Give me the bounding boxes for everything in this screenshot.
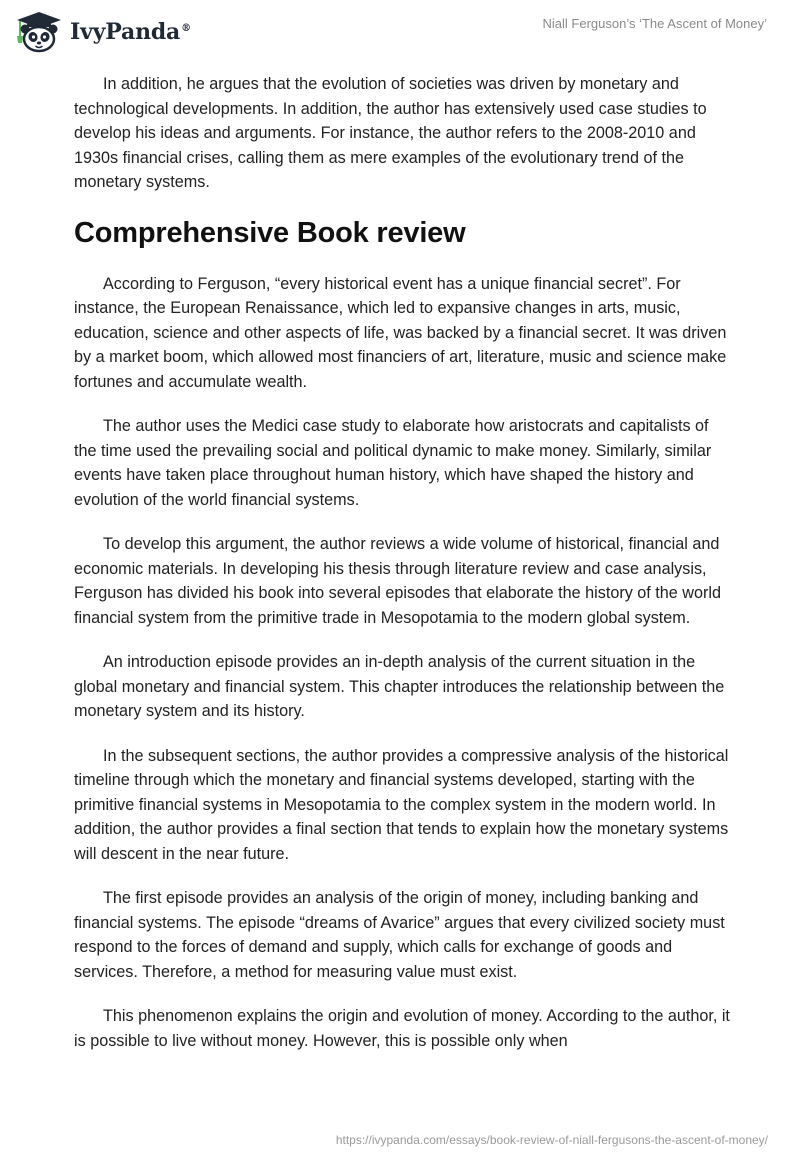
paragraph: This phenomenon explains the origin and evolution of money. According to the author, it is possible to live without money. However, this is possible only when	[74, 1007, 730, 1050]
page-header	[0, 0, 800, 64]
intro-paragraph: In addition, he argues that the evolution of societies was driven by monetary and technological developments. In addition, the author has extensively used case studies to develop his ideas and arguments. For instance, the author refers to the 2008-2010 and 1930s financial crises, calling them as mere examples of the evolutionary trend of the monetary systems.	[74, 75, 707, 191]
ivypanda-logo[interactable]	[14, 10, 191, 54]
paragraph: The first episode provides an analysis of the origin of money, including banking and financial systems. The episode “dreams of Avarice” argues that every civilized society must respond to the forces of demand and supply, which calls for exchange of goods and services. Therefore, a method for measuring value must exist.	[74, 889, 725, 981]
paragraph: The author uses the Medici case study to elaborate how aristocrats and capitalists of the time used the prevailing social and political dynamic to make money. Similarly, similar events have taken place throughout human history, which have shaped the history and evolution of the world financial systems.	[74, 417, 712, 509]
source-url-link[interactable]: https://ivypanda.com/essays/book-review-of-niall-fergusons-the-ascent-of-money/	[335, 1133, 768, 1147]
section-heading: Comprehensive Book review	[74, 216, 466, 249]
panda-graduate-icon	[14, 10, 64, 54]
document-title: Niall Ferguson’s ‘The Ascent of Money’	[542, 16, 767, 31]
article-body	[74, 72, 734, 1073]
paragraph: According to Ferguson, “every historical event has a unique financial secret”. For instance, the European Renaissance, which led to expansive changes in arts, music, education, science and other aspects of life, was backed by a financial secret. It was driven by a market boom, which allowed most financiers of art, literature, music and science make fortunes and accumulate wealth.	[74, 274, 727, 391]
paragraph: An introduction episode provides an in-depth analysis of the current situation in the global monetary and financial system. This chapter introduces the relationship between the monetary system and its history.	[74, 653, 725, 720]
paragraph: To develop this argument, the author reviews a wide volume of historical, financial and economic materials. In developing his thesis through literature review and case analysis, Ferguson has divided his book into several episodes that elaborate the history of the world financial system from the primitive trade in Mesopotamia to the modern global system.	[74, 535, 721, 627]
logo-text: IvyPanda®	[70, 19, 191, 45]
paragraph: In the subsequent sections, the author provides a compressive analysis of the historical timeline through which the monetary and financial systems developed, starting with the primitive financial systems in Mesopotamia to the complex system in the modern world. In addition, the author provides a final section that tends to explain how the monetary systems will descent in the near future.	[74, 746, 729, 863]
